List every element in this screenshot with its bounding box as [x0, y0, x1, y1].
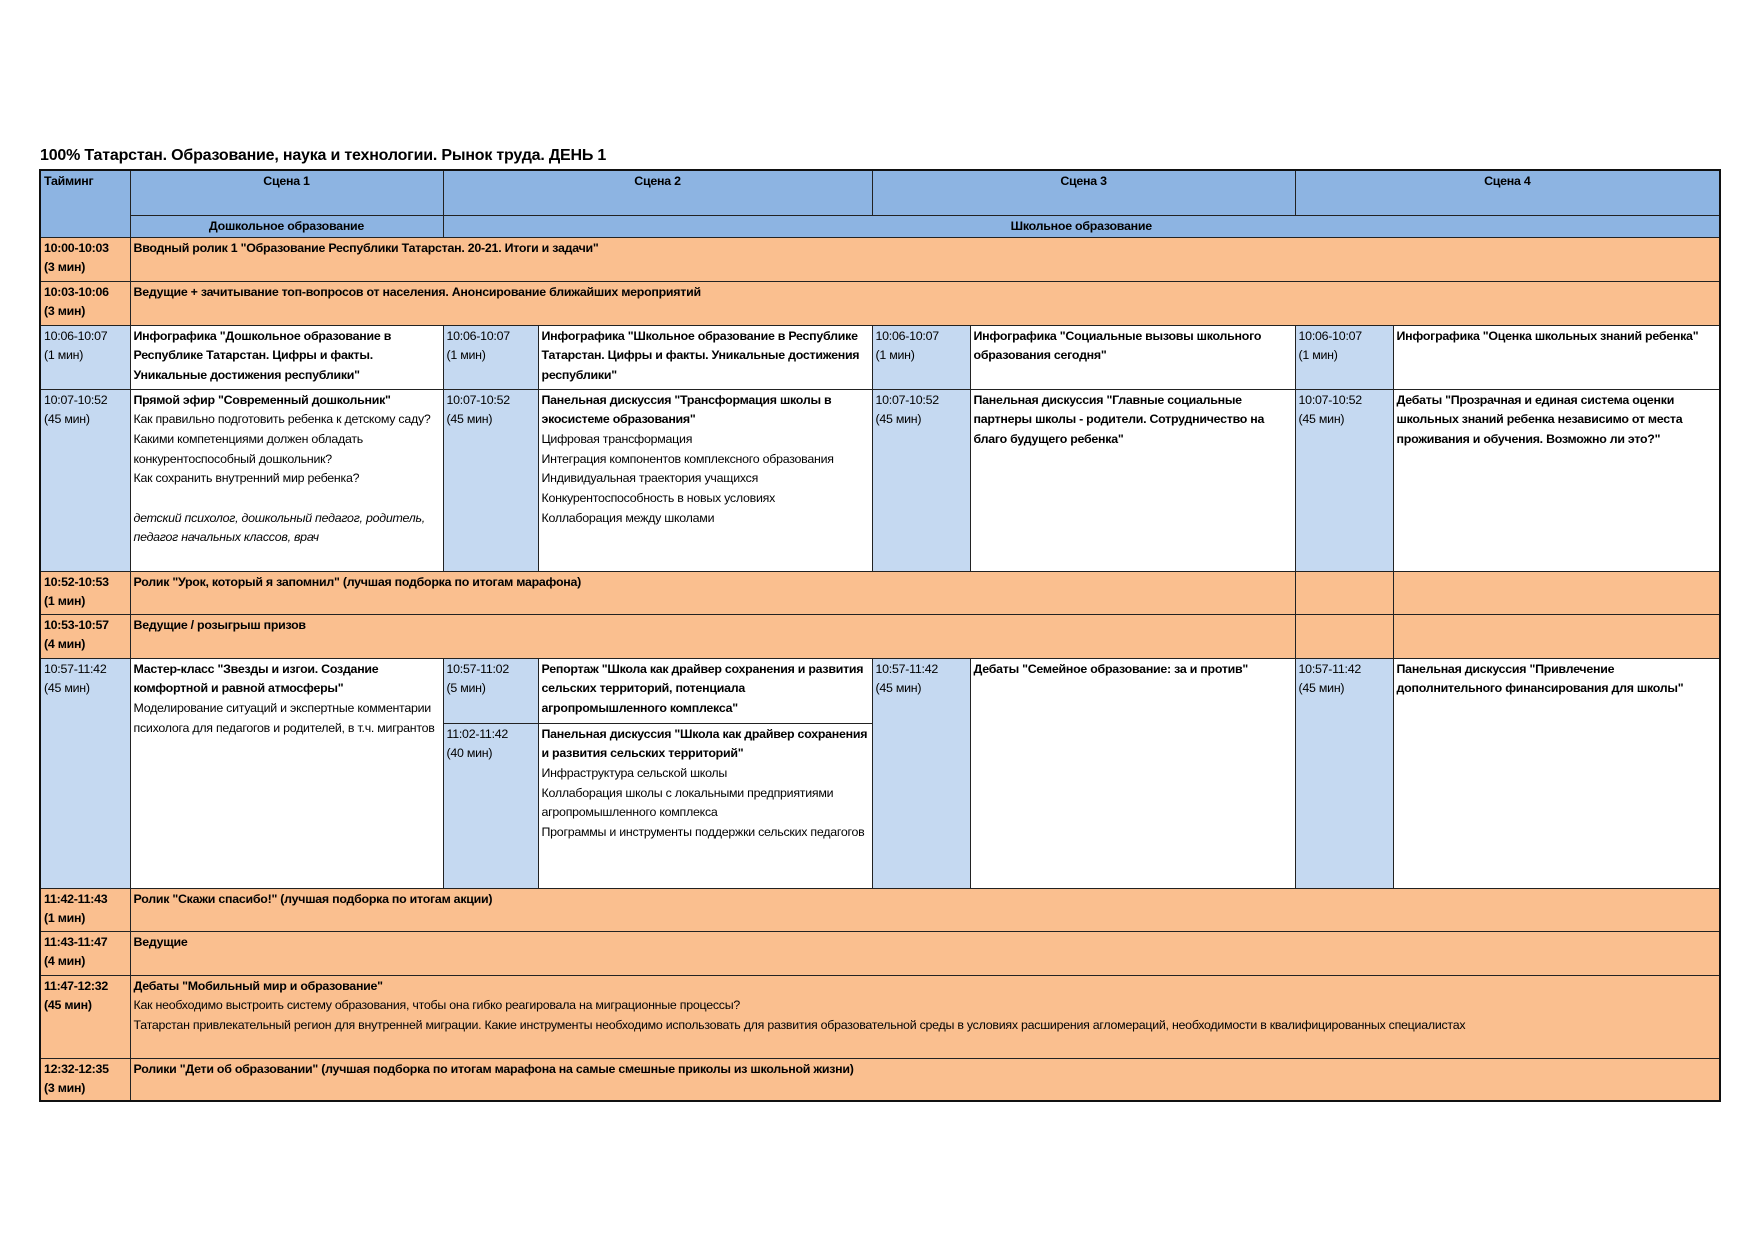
duration: (40 мин)	[446, 746, 493, 761]
table-row	[40, 931, 1720, 975]
header-scene-4: Сцена 4	[1295, 170, 1720, 215]
duration: (3 мин)	[44, 304, 86, 319]
table-row	[40, 571, 1720, 614]
event-item: Как правильно подготовить ребенка к детскому саду?	[133, 412, 431, 427]
time-range: 10:07-10:52	[1298, 392, 1362, 407]
time-range: 10:52-10:53	[44, 574, 109, 589]
duration: (45 мин)	[44, 412, 90, 427]
scene-2-event	[538, 389, 872, 571]
time-range: 10:06-10:07	[446, 328, 510, 343]
event-item: Татарстан привлекательный регион для внутренней миграции. Какие инструменты необходимо использовать для развития образовательной среды в условиях расширения агломераций, необходимости в квалифицированных специалистах	[133, 1017, 1466, 1032]
table-row	[40, 281, 1720, 325]
duration: (1 мин)	[1298, 348, 1338, 363]
common-event	[130, 975, 1720, 1058]
duration: (5 мин)	[446, 681, 486, 696]
table-row	[40, 975, 1720, 1058]
header-preschool: Дошкольное образование	[130, 215, 443, 237]
duration: (45 мин)	[44, 681, 90, 696]
duration: (3 мин)	[44, 1081, 86, 1096]
scene-2-event: Репортаж "Школа как драйвер сохранения и развития сельских территорий, потенциала агропромышленного комплекса"	[538, 658, 872, 723]
duration: (45 мин)	[446, 412, 493, 427]
event-item: Индивидуальная траектория учащихся	[541, 471, 759, 486]
time-cell	[872, 389, 970, 571]
time-cell	[40, 888, 130, 931]
time-cell	[40, 389, 130, 571]
time-range: 10:06-10:07	[1298, 328, 1362, 343]
time-range: 10:03-10:06	[44, 284, 109, 299]
duration: (1 мин)	[44, 911, 86, 926]
time-cell	[1295, 325, 1393, 389]
scene-3-event: Панельная дискуссия "Главные социальные партнеры школы - родители. Сотрудничество на благо будущего ребенка"	[970, 389, 1295, 571]
time-range: 10:07-10:52	[44, 392, 108, 407]
time-cell	[40, 658, 130, 888]
duration: (45 мин)	[875, 681, 922, 696]
time-cell	[1295, 658, 1393, 888]
time-cell	[872, 325, 970, 389]
event-title: Панельная дискуссия "Школа как драйвер сохранения и развития сельских территорий"	[541, 726, 868, 761]
event-item: Программы и инструменты поддержки сельских педагогов	[541, 825, 865, 840]
scene-3-event: Дебаты "Семейное образование: за и против"	[970, 658, 1295, 888]
empty-cell	[1393, 571, 1720, 614]
event-item: Как необходимо выстроить систему образования, чтобы она гибко реагировала на миграционные процессы?	[133, 998, 741, 1013]
scene-1-event: Инфографика "Дошкольное образование в Республике Татарстан. Цифры и факты. Уникальные достижения республики"	[130, 325, 443, 389]
event-item: Коллаборация школы с локальными предприятиями агропромышленного комплекса	[541, 785, 834, 820]
duration: (45 мин)	[44, 998, 92, 1013]
common-event: Ролики "Дети об образовании" (лучшая подборка по итогам марафона на самые смешные приколы из школьной жизни)	[130, 1058, 1720, 1101]
table-row	[40, 658, 1720, 723]
empty-cell	[1295, 614, 1393, 658]
table-row	[40, 888, 1720, 931]
duration: (4 мин)	[44, 954, 86, 969]
schedule-table	[39, 169, 1721, 1102]
scene-2-event	[538, 723, 872, 888]
event-title: Мастер-класс "Звезды и изгои. Создание комфортной и равной атмосферы"	[133, 661, 379, 696]
time-cell	[40, 1058, 130, 1101]
time-cell	[872, 658, 970, 888]
table-row	[40, 1058, 1720, 1101]
event-item: Конкурентоспособность в новых условиях	[541, 491, 776, 506]
table-row	[40, 325, 1720, 389]
empty-cell	[1393, 614, 1720, 658]
event-description: Моделирование ситуаций и экспертные комментарии психолога для педагогов и родителей, в т.ч. мигрантов	[133, 700, 435, 735]
empty-cell	[1295, 571, 1393, 614]
time-cell	[443, 325, 538, 389]
duration: (45 мин)	[1298, 412, 1345, 427]
time-range: 10:53-10:57	[44, 617, 109, 632]
time-cell	[40, 281, 130, 325]
duration: (1 мин)	[446, 348, 486, 363]
time-range: 11:43-11:47	[44, 934, 108, 949]
time-cell	[1295, 389, 1393, 571]
page-title: 100% Татарстан. Образование, наука и технологии. Рынок труда. ДЕНЬ 1	[40, 147, 607, 164]
time-range: 10:07-10:52	[446, 392, 510, 407]
time-range: 11:47-12:32	[44, 978, 109, 993]
scene-3-event: Инфографика "Социальные вызовы школьного образования сегодня"	[970, 325, 1295, 389]
scene-1-event	[130, 389, 443, 571]
time-cell	[40, 237, 130, 281]
table-row	[40, 389, 1720, 571]
duration: (45 мин)	[875, 412, 922, 427]
time-range: 10:06-10:07	[44, 328, 108, 343]
common-event: Ролик "Урок, который я запомнил" (лучшая подборка по итогам марафона)	[130, 571, 1295, 614]
event-item: Цифровая трансформация	[541, 431, 693, 446]
time-cell	[40, 614, 130, 658]
time-range: 10:06-10:07	[875, 328, 939, 343]
time-range: 10:57-11:42	[44, 661, 107, 676]
duration: (1 мин)	[44, 594, 86, 609]
duration: (4 мин)	[44, 637, 86, 652]
event-item: Инфраструктура сельской школы	[541, 765, 728, 780]
duration: (45 мин)	[1298, 681, 1345, 696]
time-cell	[443, 723, 538, 888]
event-item: Интеграция компонентов комплексного образования	[541, 451, 834, 466]
scene-4-event: Панельная дискуссия "Привлечение дополнительного финансирования для школы"	[1393, 658, 1720, 888]
event-title: Прямой эфир "Современный дошкольник"	[133, 392, 391, 407]
common-event: Ролик "Скажи спасибо!" (лучшая подборка по итогам акции)	[130, 888, 1720, 931]
table-row	[40, 237, 1720, 281]
time-range: 11:02-11:42	[446, 726, 509, 741]
header-timing: Тайминг	[40, 170, 130, 237]
time-cell	[40, 571, 130, 614]
event-title: Дебаты "Мобильный мир и образование"	[133, 978, 383, 993]
scene-4-event: Инфографика "Оценка школьных знаний ребенка"	[1393, 325, 1720, 389]
table-row	[40, 614, 1720, 658]
duration: (3 мин)	[44, 260, 86, 275]
header-scene-1: Сцена 1	[130, 170, 443, 215]
scene-4-event: Дебаты "Прозрачная и единая система оценки школьных знаний ребенка независимо от места проживания и обучения. Возможно ли это?"	[1393, 389, 1720, 571]
time-range: 10:00-10:03	[44, 240, 109, 255]
event-speakers: детский психолог, дошкольный педагог, родитель, педагог начальных классов, врач	[133, 510, 425, 545]
time-cell	[40, 975, 130, 1058]
scene-2-event: Инфографика "Школьное образование в Республике Татарстан. Цифры и факты. Уникальные достижения республики"	[538, 325, 872, 389]
header-school: Школьное образование	[443, 215, 1720, 237]
duration: (1 мин)	[875, 348, 915, 363]
common-event: Ведущие	[130, 931, 1720, 975]
event-item: Как сохранить внутренний мир ребенка?	[133, 471, 360, 486]
time-range: 10:57-11:02	[446, 661, 509, 676]
duration: (1 мин)	[44, 348, 84, 363]
time-range: 10:07-10:52	[875, 392, 939, 407]
time-range: 10:57-11:42	[875, 661, 938, 676]
time-range: 10:57-11:42	[1298, 661, 1362, 676]
event-title: Панельная дискуссия "Трансформация школы в экосистеме образования"	[541, 392, 832, 427]
time-cell	[443, 658, 538, 723]
common-event: Ведущие / розыгрыш призов	[130, 614, 1295, 658]
scene-1-event	[130, 658, 443, 888]
event-item: Какими компетенциями должен обладать конкурентоспособный дошкольник?	[133, 431, 363, 466]
time-range: 12:32-12:35	[44, 1061, 109, 1076]
header-scene-3: Сцена 3	[872, 170, 1295, 215]
time-range: 11:42-11:43	[44, 891, 108, 906]
header-scene-2: Сцена 2	[443, 170, 872, 215]
time-cell	[40, 931, 130, 975]
time-cell	[443, 389, 538, 571]
common-event: Вводный ролик 1 "Образование Республики Татарстан. 20-21. Итоги и задачи"	[130, 237, 1720, 281]
common-event: Ведущие + зачитывание топ-вопросов от населения. Анонсирование ближайших мероприятий	[130, 281, 1720, 325]
time-cell	[40, 325, 130, 389]
event-item: Коллаборация между школами	[541, 510, 715, 525]
